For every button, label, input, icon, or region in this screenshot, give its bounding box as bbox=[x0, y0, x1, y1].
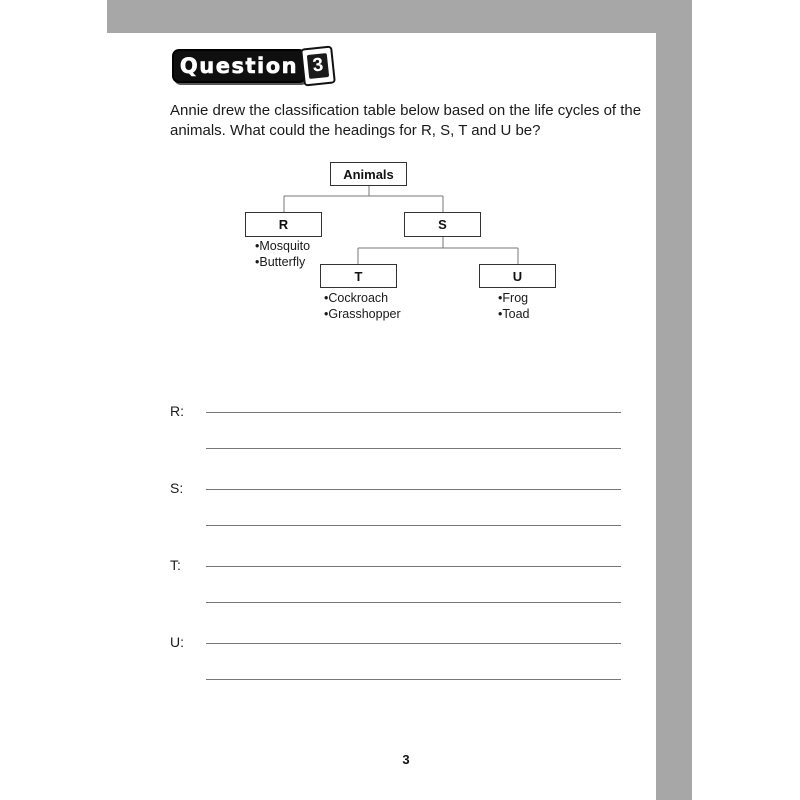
list-t bbox=[324, 290, 401, 322]
box-animals: Animals bbox=[330, 162, 407, 186]
box-t: T bbox=[320, 264, 397, 288]
answer-line-u-1[interactable] bbox=[206, 643, 621, 644]
list-item: • Grasshopper bbox=[324, 306, 401, 322]
answer-line-t-1[interactable] bbox=[206, 566, 621, 567]
list-item: • Toad bbox=[498, 306, 530, 322]
answer-label-r: R: bbox=[170, 403, 184, 419]
list-item: • Cockroach bbox=[324, 290, 401, 306]
answer-line-s-2[interactable] bbox=[206, 525, 621, 526]
list-item: • Mosquito bbox=[255, 238, 310, 254]
answer-label-u: U: bbox=[170, 634, 184, 650]
list-item: • Frog bbox=[498, 290, 530, 306]
list-r bbox=[255, 238, 310, 270]
answer-line-r-2[interactable] bbox=[206, 448, 621, 449]
question-badge-title: Question bbox=[172, 49, 306, 83]
page-number: 3 bbox=[402, 752, 410, 767]
answer-line-u-2[interactable] bbox=[206, 679, 621, 680]
answer-line-s-1[interactable] bbox=[206, 489, 621, 490]
question-number-card bbox=[300, 45, 336, 86]
list-item: • Butterfly bbox=[255, 254, 310, 270]
answer-line-r-1[interactable] bbox=[206, 412, 621, 413]
answer-line-t-2[interactable] bbox=[206, 602, 621, 603]
answer-label-s: S: bbox=[170, 480, 184, 496]
worksheet-page bbox=[107, 33, 656, 800]
list-u bbox=[498, 290, 530, 322]
box-u: U bbox=[479, 264, 556, 288]
answer-label-t: T: bbox=[170, 557, 181, 573]
question-number: 3 bbox=[307, 53, 329, 79]
box-r: R bbox=[245, 212, 322, 237]
box-s: S bbox=[404, 212, 481, 237]
question-text: Annie drew the classification table below based on the life cycles of the animals. What could the headings for R, S, T and U be? bbox=[170, 102, 642, 139]
